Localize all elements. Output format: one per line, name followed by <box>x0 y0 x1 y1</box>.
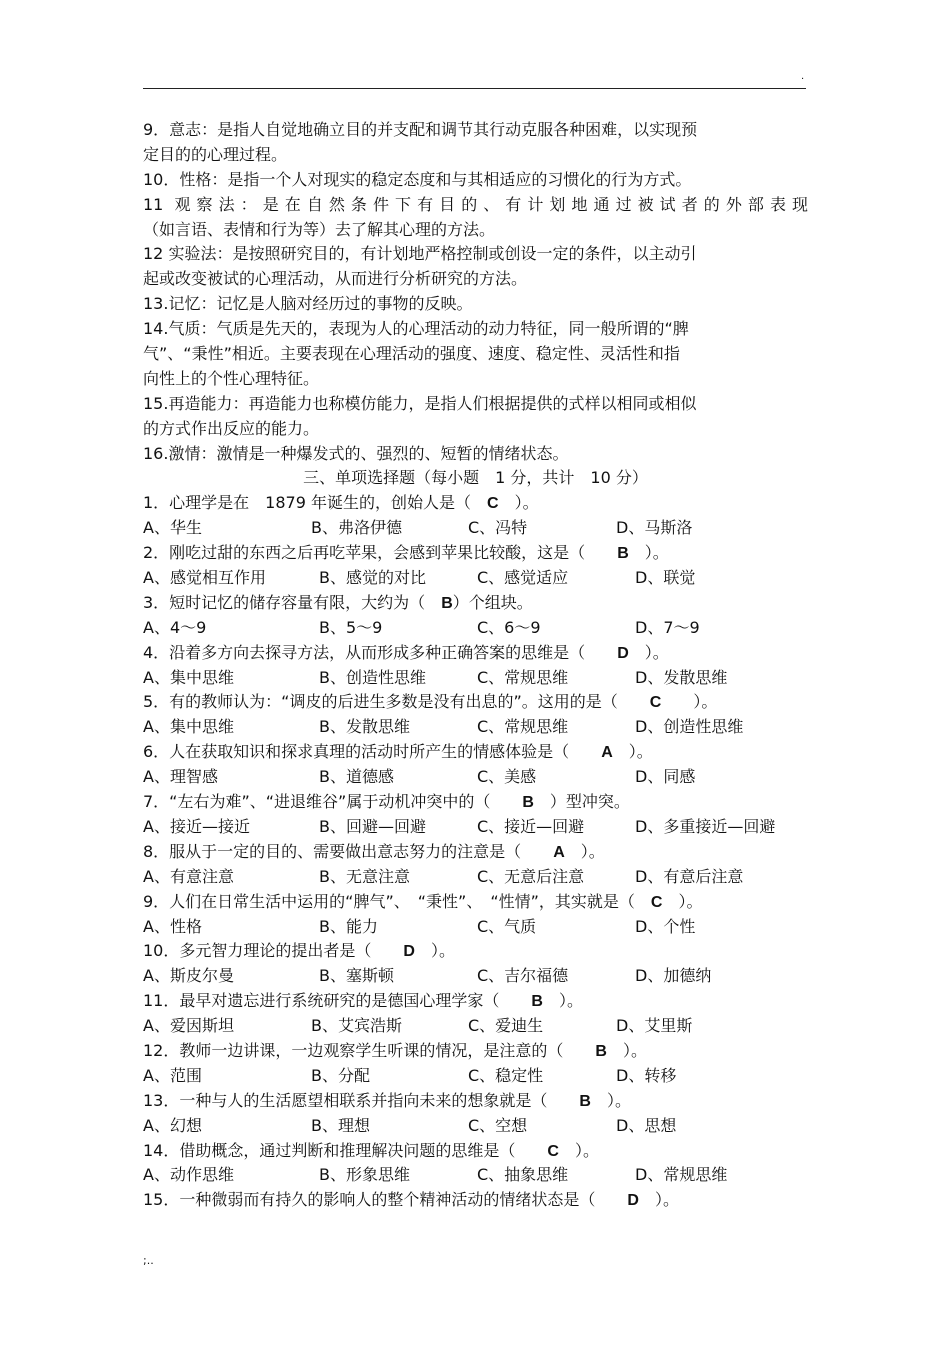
answer-letter: B <box>595 1042 607 1060</box>
option-b: B、弗洛伊德 <box>311 518 402 538</box>
option-b: B、塞斯顿 <box>319 966 394 986</box>
question-text-end: ）。 <box>662 891 703 911</box>
option-a: A、斯皮尔曼 <box>143 966 234 986</box>
option-d: D、7～9 <box>635 617 700 637</box>
option-d: D、加德纳 <box>635 966 712 986</box>
definition-line: 13.记忆：记忆是人脑对经历过的事物的反映。 <box>143 294 473 314</box>
header-dot: . <box>801 71 805 82</box>
section-title: 三、单项选择题（每小题 1 分，共计 10 分） <box>303 468 648 488</box>
question-text: 10．多元智力理论的提出者是（ <box>143 941 404 961</box>
option-a: A、范围 <box>143 1065 202 1085</box>
question-stem <box>143 591 808 616</box>
question-text: 14．借助概念，通过判断和推理解决问题的思维是（ <box>143 1140 548 1160</box>
question-text: 3．短时记忆的储存容量有限，大约为（ <box>143 592 442 612</box>
options-row <box>143 616 808 641</box>
page-content <box>143 118 808 1213</box>
definition-line: 起或改变被试的心理活动，从而进行分析研究的方法。 <box>143 269 528 289</box>
option-c: C、美感 <box>477 767 537 787</box>
option-c: C、稳定性 <box>468 1065 544 1085</box>
option-b: B、感觉的对比 <box>319 568 426 588</box>
question-stem <box>143 690 808 715</box>
options-row <box>143 915 808 940</box>
option-d: D、创造性思维 <box>635 717 744 737</box>
option-b: B、无意注意 <box>319 866 410 886</box>
options-row <box>143 765 808 790</box>
option-d: D、同感 <box>635 767 696 787</box>
answer-letter: B <box>579 1092 591 1110</box>
definition-line: 14.气质：气质是先天的，表现为人的心理活动的动力特征，同一般所谓的“脾 <box>143 319 689 339</box>
answer-letter: B <box>441 594 453 612</box>
option-b: B、能力 <box>319 916 378 936</box>
options-row <box>143 516 808 541</box>
question-text-end: ）。 <box>498 493 539 513</box>
option-a: A、4～9 <box>143 617 207 637</box>
option-c: C、空想 <box>468 1115 528 1135</box>
options-row <box>143 865 808 890</box>
option-d: D、发散思维 <box>635 667 728 687</box>
answer-letter: D <box>403 943 415 961</box>
option-c: C、接近—回避 <box>477 816 585 836</box>
definition-line: 向性上的个性心理特征。 <box>143 368 320 388</box>
question-text-end: ）。 <box>414 941 455 961</box>
question-text-end: ）。 <box>661 692 718 712</box>
answer-letter: D <box>627 1192 639 1210</box>
definition-line: 11 观察法：是在自然条件下有目的、有计划地通过被试者的外部表现 <box>143 194 808 214</box>
definition-line: 气”、“秉性”相近。主要表现在心理活动的强度、速度、稳定性、灵活性和指 <box>143 344 680 364</box>
answer-letter: B <box>531 993 543 1011</box>
definition-line: 定目的的心理过程。 <box>143 144 288 164</box>
question-stem <box>143 1039 808 1064</box>
option-a: A、有意注意 <box>143 866 234 886</box>
question-stem <box>143 989 808 1014</box>
option-c: C、冯特 <box>468 518 528 538</box>
options-row <box>143 964 808 989</box>
question-text-end: ）。 <box>628 642 669 662</box>
option-c: C、爱迪生 <box>468 1016 544 1036</box>
option-b: B、分配 <box>311 1065 370 1085</box>
question-text-end: ）型冲突。 <box>533 792 630 812</box>
options-row <box>143 1064 808 1089</box>
definition-line: 10．性格：是指一个人对现实的稳定态度和与其相适应的习惯化的行为方式。 <box>143 169 692 189</box>
option-a: A、集中思维 <box>143 717 234 737</box>
question-text: 13．一种与人的生活愿望相联系并指向未来的想象就是（ <box>143 1090 580 1110</box>
option-b: B、5～9 <box>319 617 383 637</box>
question-stem <box>143 641 808 666</box>
option-c: C、6～9 <box>477 617 541 637</box>
option-c: C、抽象思维 <box>477 1165 569 1185</box>
option-d: D、转移 <box>616 1065 677 1085</box>
option-c: C、气质 <box>477 916 537 936</box>
question-text: 2．刚吃过甜的东西之后再吃苹果，会感到苹果比较酸，这是（ <box>143 543 618 563</box>
options-row <box>143 1014 808 1039</box>
option-d: D、思想 <box>616 1115 677 1135</box>
question-text-end: ）。 <box>612 742 653 762</box>
question-text-end: ）。 <box>628 543 669 563</box>
option-b: B、发散思维 <box>319 717 410 737</box>
option-a: A、理智感 <box>143 767 218 787</box>
answer-letter: D <box>617 644 629 662</box>
questions-section <box>143 491 808 1213</box>
answer-letter: A <box>601 744 613 762</box>
options-row <box>143 815 808 840</box>
question-stem <box>143 740 808 765</box>
question-text: 9．人们在日常生活中运用的“脾气”、 “秉性”、 “性情”，其实就是（ <box>143 891 651 911</box>
option-c: C、常规思维 <box>477 717 569 737</box>
option-d: D、艾里斯 <box>616 1016 693 1036</box>
option-b: B、回避—回避 <box>319 816 426 836</box>
question-stem <box>143 840 808 865</box>
answer-letter: C <box>649 694 662 712</box>
question-stem <box>143 541 808 566</box>
option-a: A、华生 <box>143 518 202 538</box>
option-a: A、幻想 <box>143 1115 202 1135</box>
answer-letter: C <box>487 495 499 513</box>
question-stem <box>143 939 808 964</box>
question-text-end: ）。 <box>564 841 605 861</box>
option-c: C、感觉适应 <box>477 568 569 588</box>
header-rule <box>143 88 806 89</box>
option-d: D、常规思维 <box>635 1165 728 1185</box>
option-d: D、有意后注意 <box>635 866 744 886</box>
question-text: 4．沿着多方向去探寻方法，从而形成多种正确答案的思维是（ <box>143 642 618 662</box>
question-text: 8．服从于一定的目的、需要做出意志努力的注意是（ <box>143 841 554 861</box>
definition-line: 16.激情：激情是一种爆发式的、强烈的、短暂的情绪状态。 <box>143 443 569 463</box>
question-text: 1．心理学是在 1879 年诞生的，创始人是（ <box>143 493 487 513</box>
option-b: B、艾宾浩斯 <box>311 1016 402 1036</box>
question-stem <box>143 890 808 915</box>
definition-line: 12 实验法：是按照研究目的，有计划地严格控制或创设一定的条件，以主动引 <box>143 244 697 264</box>
option-d: D、个性 <box>635 916 696 936</box>
definitions-section <box>143 118 808 466</box>
question-text-end: ）。 <box>590 1090 631 1110</box>
question-text: 7．“左右为难”、“进退维谷”属于动机冲突中的（ <box>143 792 523 812</box>
options-row <box>143 666 808 691</box>
question-text: 5．有的教师认为：“调皮的后进生多数是没有出息的”。这用的是（ <box>143 692 650 712</box>
question-text-end: ）。 <box>638 1190 679 1210</box>
option-a: A、集中思维 <box>143 667 234 687</box>
option-a: A、感觉相互作用 <box>143 568 266 588</box>
options-row <box>143 715 808 740</box>
question-text-end: ）。 <box>558 1140 599 1160</box>
question-stem <box>143 1139 808 1164</box>
question-text: 12．教师一边讲课，一边观察学生听课的情况，是注意的（ <box>143 1040 596 1060</box>
option-a: A、爱因斯坦 <box>143 1016 234 1036</box>
option-a: A、动作思维 <box>143 1165 234 1185</box>
question-text: 11．最早对遗忘进行系统研究的是德国心理学家（ <box>143 991 532 1011</box>
answer-letter: C <box>650 893 663 911</box>
option-c: C、无意后注意 <box>477 866 585 886</box>
question-text-end: ）。 <box>606 1040 647 1060</box>
answer-letter: A <box>553 843 565 861</box>
answer-letter: B <box>617 545 629 563</box>
question-text-end: ）。 <box>542 991 583 1011</box>
option-b: B、创造性思维 <box>319 667 426 687</box>
question-stem <box>143 790 808 815</box>
question-stem <box>143 1188 808 1213</box>
option-b: B、形象思维 <box>319 1165 410 1185</box>
option-c: C、常规思维 <box>477 667 569 687</box>
question-text-end: ）个组块。 <box>452 592 533 612</box>
option-d: D、马斯洛 <box>616 518 693 538</box>
definition-line: 15.再造能力：再造能力也称模仿能力，是指人们根据提供的式样以相同或相似 <box>143 393 697 413</box>
answer-letter: B <box>522 794 534 812</box>
option-b: B、道德感 <box>319 767 394 787</box>
answer-letter: C <box>547 1142 559 1160</box>
option-a: A、接近—接近 <box>143 816 250 836</box>
options-row <box>143 566 808 591</box>
question-stem <box>143 491 808 516</box>
option-c: C、吉尔福德 <box>477 966 569 986</box>
question-text: 15．一种微弱而有持久的影响人的整个精神活动的情绪状态是（ <box>143 1190 628 1210</box>
option-d: D、多重接近—回避 <box>635 816 776 836</box>
definition-line: （如言语、表情和行为等）去了解其心理的方法。 <box>143 219 496 239</box>
options-row <box>143 1114 808 1139</box>
option-a: A、性格 <box>143 916 202 936</box>
question-text: 6．人在获取知识和探求真理的活动时所产生的情感体验是（ <box>143 742 602 762</box>
definition-line: 9．意志：是指人自觉地确立目的并支配和调节其行动克服各种困难，以实现预 <box>143 120 698 139</box>
option-b: B、理想 <box>311 1115 370 1135</box>
option-d: D、联觉 <box>635 568 696 588</box>
footer-mark: ;.. <box>143 1254 154 1267</box>
options-row <box>143 1163 808 1188</box>
definition-line: 的方式作出反应的能力。 <box>143 418 320 438</box>
question-stem <box>143 1089 808 1114</box>
